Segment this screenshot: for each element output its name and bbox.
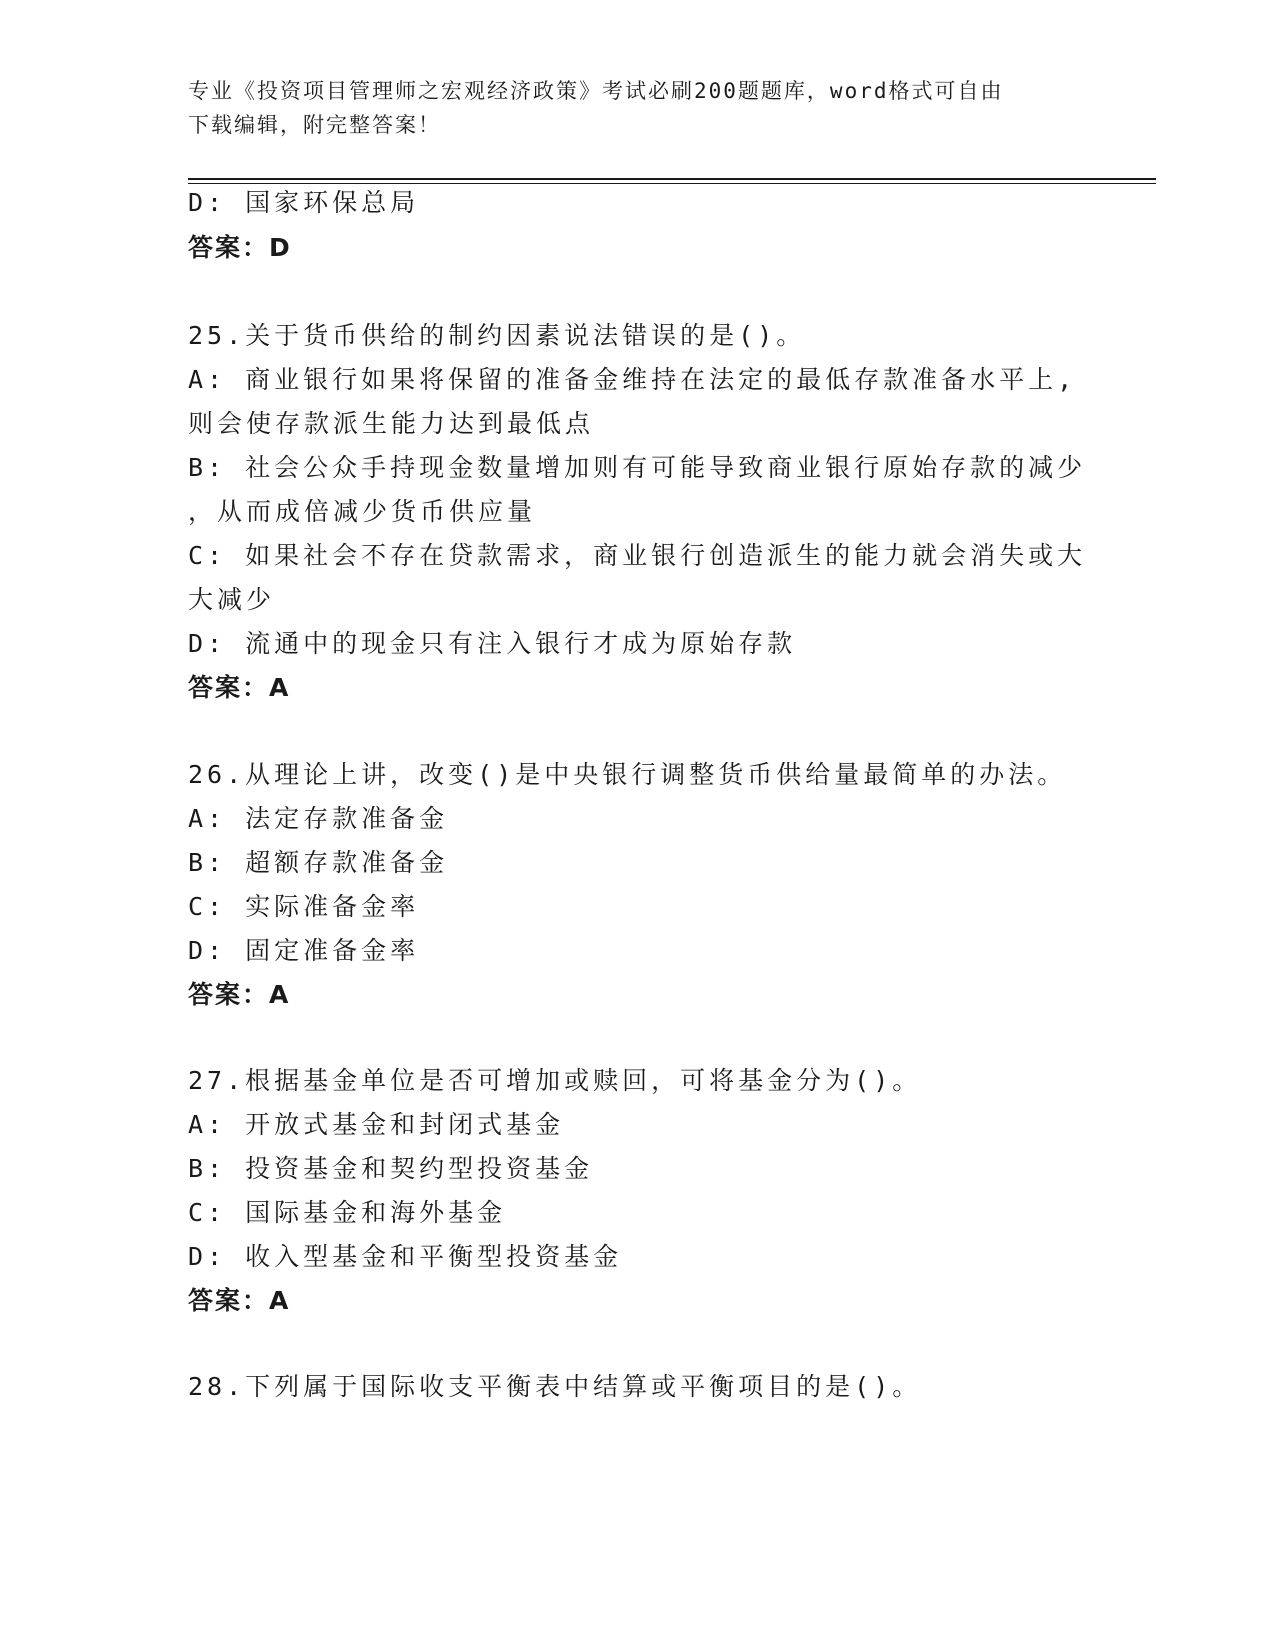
q26-option-a: A: 法定存款准备金: [188, 804, 449, 833]
q26-option-b: B: 超额存款准备金: [188, 848, 449, 877]
prev-option-d: D: 国家环保总局: [188, 188, 420, 217]
header-line-2: 下载编辑，附完整答案！: [188, 113, 441, 137]
q25-option-d: D: 流通中的现金只有注入银行才成为原始存款: [188, 629, 797, 658]
q25-option-c-line1: C: 如果社会不存在贷款需求，商业银行创造派生的能力就会消失或大: [188, 541, 1087, 570]
q27-option-a: A: 开放式基金和封闭式基金: [188, 1110, 565, 1139]
q27-option-d: D: 收入型基金和平衡型投资基金: [188, 1242, 623, 1271]
q27-option-c: C: 国际基金和海外基金: [188, 1198, 507, 1227]
prev-answer: 答案：D: [188, 233, 292, 262]
q25-option-a-line1: A: 商业银行如果将保留的准备金维持在法定的最低存款准备水平上,: [188, 365, 1077, 394]
header-rule-thick: [188, 178, 1156, 180]
q25-answer: 答案：A: [188, 673, 291, 702]
q27-answer: 答案：A: [188, 1286, 291, 1315]
header-line-1: 专业《投资项目管理师之宏观经济政策》考试必刷200题题库，word格式可自由: [188, 79, 1004, 103]
q28-stem: 28.下列属于国际收支平衡表中结算或平衡项目的是()。: [188, 1372, 922, 1401]
document-header: [188, 74, 1068, 142]
q25-stem: 25.关于货币供给的制约因素说法错误的是()。: [188, 321, 806, 350]
q25-option-b-line1: B: 社会公众手持现金数量增加则有可能导致商业银行原始存款的减少: [188, 453, 1087, 482]
q25-option-c-line2: 大减少: [188, 585, 276, 614]
q27-stem: 27.根据基金单位是否可增加或赎回，可将基金分为()。: [188, 1066, 922, 1095]
q26-option-d: D: 固定准备金率: [188, 936, 420, 965]
q26-answer: 答案：A: [188, 980, 291, 1009]
q26-stem: 26.从理论上讲，改变()是中央银行调整货币供给量最简单的办法。: [188, 760, 1067, 789]
q26-option-c: C: 实际准备金率: [188, 892, 420, 921]
q25-option-a-line2: 则会使存款派生能力达到最低点: [188, 409, 595, 438]
q25-option-b-line2: ，从而成倍减少货币供应量: [188, 497, 537, 526]
header-rule-thin: [188, 183, 1156, 184]
q27-option-b: B: 投资基金和契约型投资基金: [188, 1154, 594, 1183]
